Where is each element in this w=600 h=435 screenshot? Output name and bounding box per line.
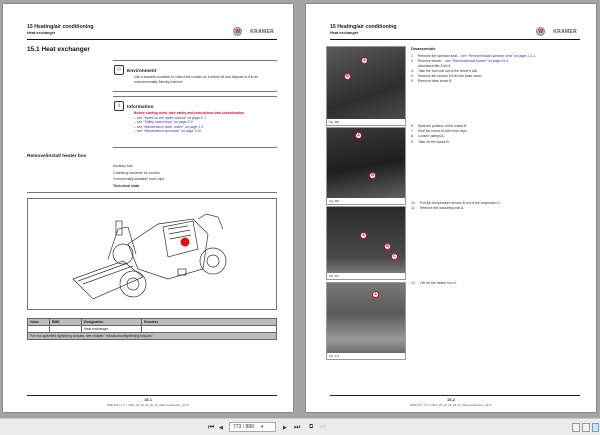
ref-link[interactable]: – see "Maintenance work, notice" on page 1-1 xyxy=(134,124,204,129)
divider xyxy=(27,192,277,193)
footer-divider xyxy=(27,395,277,396)
aux-item: Commercially-available hose clips xyxy=(113,177,165,181)
logo-icon: W xyxy=(233,27,242,36)
table-footnote: For non-specified tightening torques, see chapter "Introduction/tightening torques" xyxy=(28,333,277,340)
tech-data-label: Technical data xyxy=(113,184,140,188)
page-right xyxy=(305,3,597,413)
environment-icon: ♲ xyxy=(114,65,124,75)
aux-item: Collecting container for coolant xyxy=(113,170,160,175)
copy-icon[interactable]: ⧉ xyxy=(309,424,314,430)
environment-title: Environment xyxy=(127,69,157,74)
information-title: Information xyxy=(127,105,154,110)
section-title: 15.1 Heat exchanger xyxy=(27,46,90,53)
figure-caption: Fig. 971 xyxy=(327,353,405,359)
page-dropdown-icon[interactable]: ▾ xyxy=(261,424,264,430)
step-item: 6. Mark the position of the hoses B. xyxy=(411,124,468,128)
ref-link[interactable]: see "Remove/install blower" on page 15-4 xyxy=(445,59,509,64)
aux-list xyxy=(113,163,164,183)
logo-icon: W xyxy=(536,27,545,36)
ref-link[interactable]: see "Remove/install operator seat" on page 1-4-1. xyxy=(460,54,536,58)
next-page-icon[interactable]: ▶ xyxy=(283,425,287,431)
figure-caption: Fig. 970 xyxy=(327,273,405,279)
step-item: 12. Lift out the heater box A. xyxy=(411,281,457,285)
step-item: 5. Remove base sheet B. xyxy=(411,79,453,84)
steps-group-2 xyxy=(411,124,581,145)
two-page-view-button[interactable] xyxy=(592,423,599,432)
col-designation: Designation xyxy=(82,319,142,326)
marker-a: A xyxy=(361,57,368,64)
footer-filename: RHB 415 * 1.0 * vr922_24_20_20_20_15_Waermetauscher_a4.fm xyxy=(409,403,493,407)
cell-bmk xyxy=(50,326,82,333)
chapter-title: 15 Heating/air conditioning xyxy=(27,24,94,30)
kramer-logo xyxy=(536,27,577,36)
page-number: 15-1 xyxy=(143,397,152,402)
ref-link[interactable]: – see "Notes on the repair manual" on page E-1 xyxy=(134,115,206,120)
step-item: 1. Remove the operator seat – see "Remove/install operator seat" on page 1-4-1. xyxy=(411,54,536,58)
figure-photo xyxy=(326,206,406,280)
step-item: 11. Remove the insulating mat A. xyxy=(411,206,465,211)
step-item: 4. Remove the screws A from the base sheet. xyxy=(411,74,483,79)
step-item: 10. Pull the temperature sensor B out of the evaporator C. xyxy=(411,201,502,205)
col-bmk: BMK xyxy=(50,319,82,326)
marker-b: B xyxy=(384,243,391,250)
marker-c: C xyxy=(391,253,398,260)
marker-b: B xyxy=(344,73,351,80)
step-item: 8. Loosen clamps A. xyxy=(411,134,445,139)
figure-photo xyxy=(326,282,406,360)
marker-b: B xyxy=(369,172,376,179)
aux-item: Auxiliary tool: xyxy=(113,164,134,168)
chapter-subtitle: Heat exchanger xyxy=(27,31,56,35)
page-number-input[interactable]: 773 / 888 xyxy=(229,422,276,432)
technical-data-table xyxy=(27,318,277,340)
safety-warning: Before starting work, take safety and instructions into consideration xyxy=(134,111,245,115)
page-left xyxy=(2,3,294,413)
continuous-view-button[interactable] xyxy=(582,423,590,432)
table-row xyxy=(28,326,277,333)
footer-filename: RHB 415 * 1.0 * vr922_24_20_20_20_15_Waermetauscher_a4.fm xyxy=(106,403,190,407)
figure-caption: Fig. 969 xyxy=(327,198,405,204)
environment-body: Use a suitable container to collect the coolant as it drains off and dispose of it in an environmentally friendly manner! xyxy=(134,75,259,84)
navigation-toolbar xyxy=(0,418,600,435)
marker-a: A xyxy=(372,291,379,298)
heater-location-marker xyxy=(181,238,190,247)
figure-caption: Fig. 968 xyxy=(327,119,405,125)
step-item: 9. Take off the hoses B. xyxy=(411,139,450,144)
marker-a: A xyxy=(355,132,362,139)
subsection-title: Remove/install heater box xyxy=(27,154,87,159)
page-number: 15-2 xyxy=(446,397,455,402)
telehandler-figure xyxy=(27,198,277,310)
steps-group-3 xyxy=(411,201,581,211)
chapter-title: 15 Heating/air conditioning xyxy=(330,24,397,30)
steps-group-4 xyxy=(411,281,581,286)
steps-group-1 xyxy=(411,54,581,85)
table-header-row xyxy=(28,319,277,326)
telehandler-drawing-icon xyxy=(28,199,278,311)
col-remarks: Remarks xyxy=(142,319,277,326)
cell-value xyxy=(28,326,50,333)
marker-a: A xyxy=(360,232,367,239)
information-note xyxy=(113,96,277,148)
select-icon[interactable]: ▭ xyxy=(320,424,326,430)
prev-page-icon[interactable]: ◀ xyxy=(219,425,223,431)
col-value: Value xyxy=(28,319,50,326)
first-page-icon[interactable]: ⏮ xyxy=(208,424,215,431)
footer-divider xyxy=(330,395,580,396)
logo-text: KRAMER xyxy=(250,28,274,35)
chapter-subtitle: Heat exchanger xyxy=(330,31,359,35)
page-header xyxy=(27,24,277,40)
cell-designation: Heat exchanger xyxy=(82,326,142,333)
logo-text: KRAMER xyxy=(553,28,577,35)
figure-photo xyxy=(326,127,406,205)
environment-note xyxy=(113,60,277,92)
table-footnote-row xyxy=(28,333,277,340)
ref-link[interactable]: – see "Safety instructions" on page E-6 xyxy=(134,120,193,125)
last-page-icon[interactable]: ⏭ xyxy=(294,424,301,431)
step-item: 3. Take the foot mat out of the driver's cab. xyxy=(411,68,479,73)
info-icon: i xyxy=(114,101,124,111)
figure-photo xyxy=(326,46,406,126)
single-page-view-button[interactable] xyxy=(572,423,580,432)
step-item: 2. Remove blower – see "Remove/install blower" on page 15-4 Arbeitsschritte 3 bis 5. xyxy=(411,59,509,68)
ref-link[interactable]: – see "Maintenance accesses" on page 1-20 xyxy=(134,129,202,134)
disassemble-heading: Disassemble xyxy=(411,46,436,51)
information-body xyxy=(134,111,274,134)
cell-remarks xyxy=(142,326,277,333)
kramer-logo xyxy=(233,27,274,36)
step-item: 7. Seal the hoses B with hose clips. xyxy=(411,129,468,134)
page-header xyxy=(330,24,580,40)
